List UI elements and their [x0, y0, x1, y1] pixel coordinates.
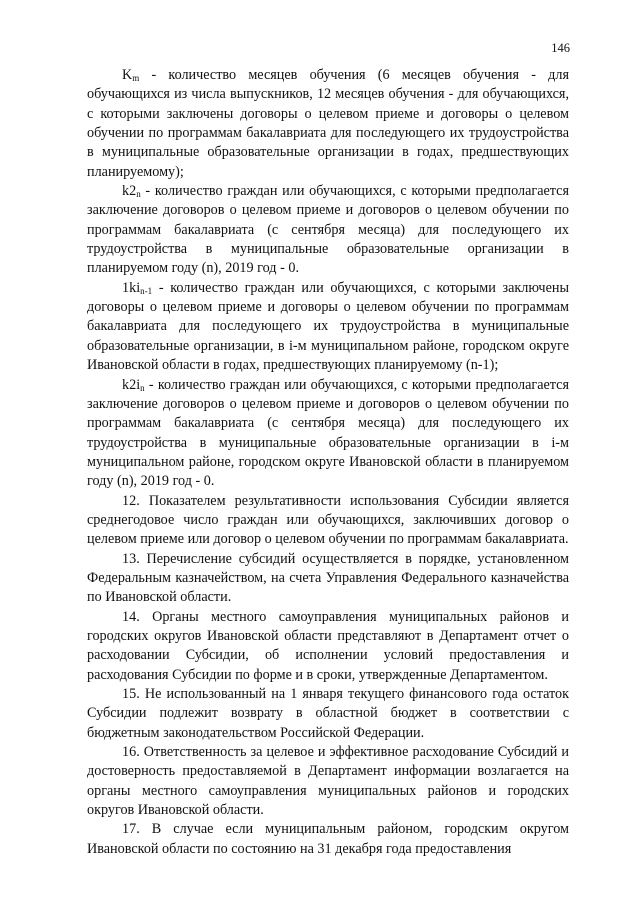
paragraph-13: 13. Перечисление субсидий осуществляется в порядке, установленном Федеральным казначейством, на счета Управления Федерального казначейства по Ивановской области.	[87, 550, 569, 606]
definition-text: - количество месяцев обучения (6 месяцев обучения - для обучающихся из числа выпускников, 12 месяцев обучения - для обучающихся, с которыми заключены договоры о целевом приеме и договоры о целевом обучении по программам бакалавриата для последующего их трудоустройства в муниципальные образовательные организации в годах, предшествующих планируемому);	[87, 67, 569, 180]
definition-1ki-n-1	[87, 279, 569, 376]
definition-subscript: n	[140, 382, 145, 393]
paragraph-14: 14. Органы местного самоуправления муниципальных районов и городских округов Ивановской области представляют в Департамент отчет о расходовании Субсидии, об исполнении условий предоставления и расходования Субсидии по форме и в сроки, утвержденные Департаментом.	[87, 608, 569, 683]
definition-subscript: m	[132, 73, 140, 83]
definition-symbol: k2i	[122, 376, 141, 393]
definition-k2i-n	[87, 376, 569, 492]
definition-k-m	[87, 66, 569, 182]
paragraph-15: 15. Не использованный на 1 января текущего финансового года остаток Субсидии подлежит возврату в областной бюджет в соответствии с бюджетным законодательством Российской Федерации.	[87, 686, 569, 741]
definition-text: - количество граждан или обучающихся, с которыми заключены договоры о целевом приеме и договоры о целевом обучении по программам бакалавриата для последующего их трудоустройства в муниципальные образовательные организации, в i-м муниципальном районе, городском округе Ивановской области в годах, предшествующих планируемому (n-1);	[87, 279, 569, 374]
paragraph-17: 17. В случае если муниципальным районом, городским округом Ивановской области по состоянию на 31 декабря года предоставления	[87, 821, 569, 857]
document-body	[87, 66, 569, 859]
paragraph-12: 12. Показателем результативности использования Субсидии является среднегодовое число граждан или обучающихся, заключивших договор о целевом приеме или договор о целевом обучении по программам бакалавриата.	[87, 492, 569, 548]
page-number: 146	[551, 41, 570, 55]
paragraph-16: 16. Ответственность за целевое и эффективное расходование Субсидий и достоверность предоставляемой в Департамент информации возлагается на органы местного самоуправления муниципальных районов и городских округов Ивановской области.	[87, 744, 569, 819]
definition-symbol: k2	[122, 183, 137, 200]
definition-symbol: K	[122, 67, 133, 83]
definition-text: - количество граждан или обучающихся, с которыми предполагается заключение договоров о целевом приеме и договоров о целевом обучении по программам бакалавриата (с сентября месяца) для последующего их трудоустройства в муниципальные образовательные организации в i-м муниципальном районе, городском округе Ивановской области в планируемом году (n), 2019 год - 0.	[87, 376, 569, 490]
definition-subscript: n-1	[140, 285, 153, 296]
definition-k2-n	[87, 182, 569, 279]
definition-text: - количество граждан или обучающихся, с которыми предполагается заключение договоров о целевом приеме и договоров о целевом обучении по программам бакалавриата (с сентября месяца) для последующего их трудоустройства в муниципальные образовательные организации в планируемом году (n), 2019 год - 0.	[87, 183, 569, 277]
definition-subscript: n	[136, 189, 141, 200]
definition-symbol: 1ki	[122, 279, 141, 296]
